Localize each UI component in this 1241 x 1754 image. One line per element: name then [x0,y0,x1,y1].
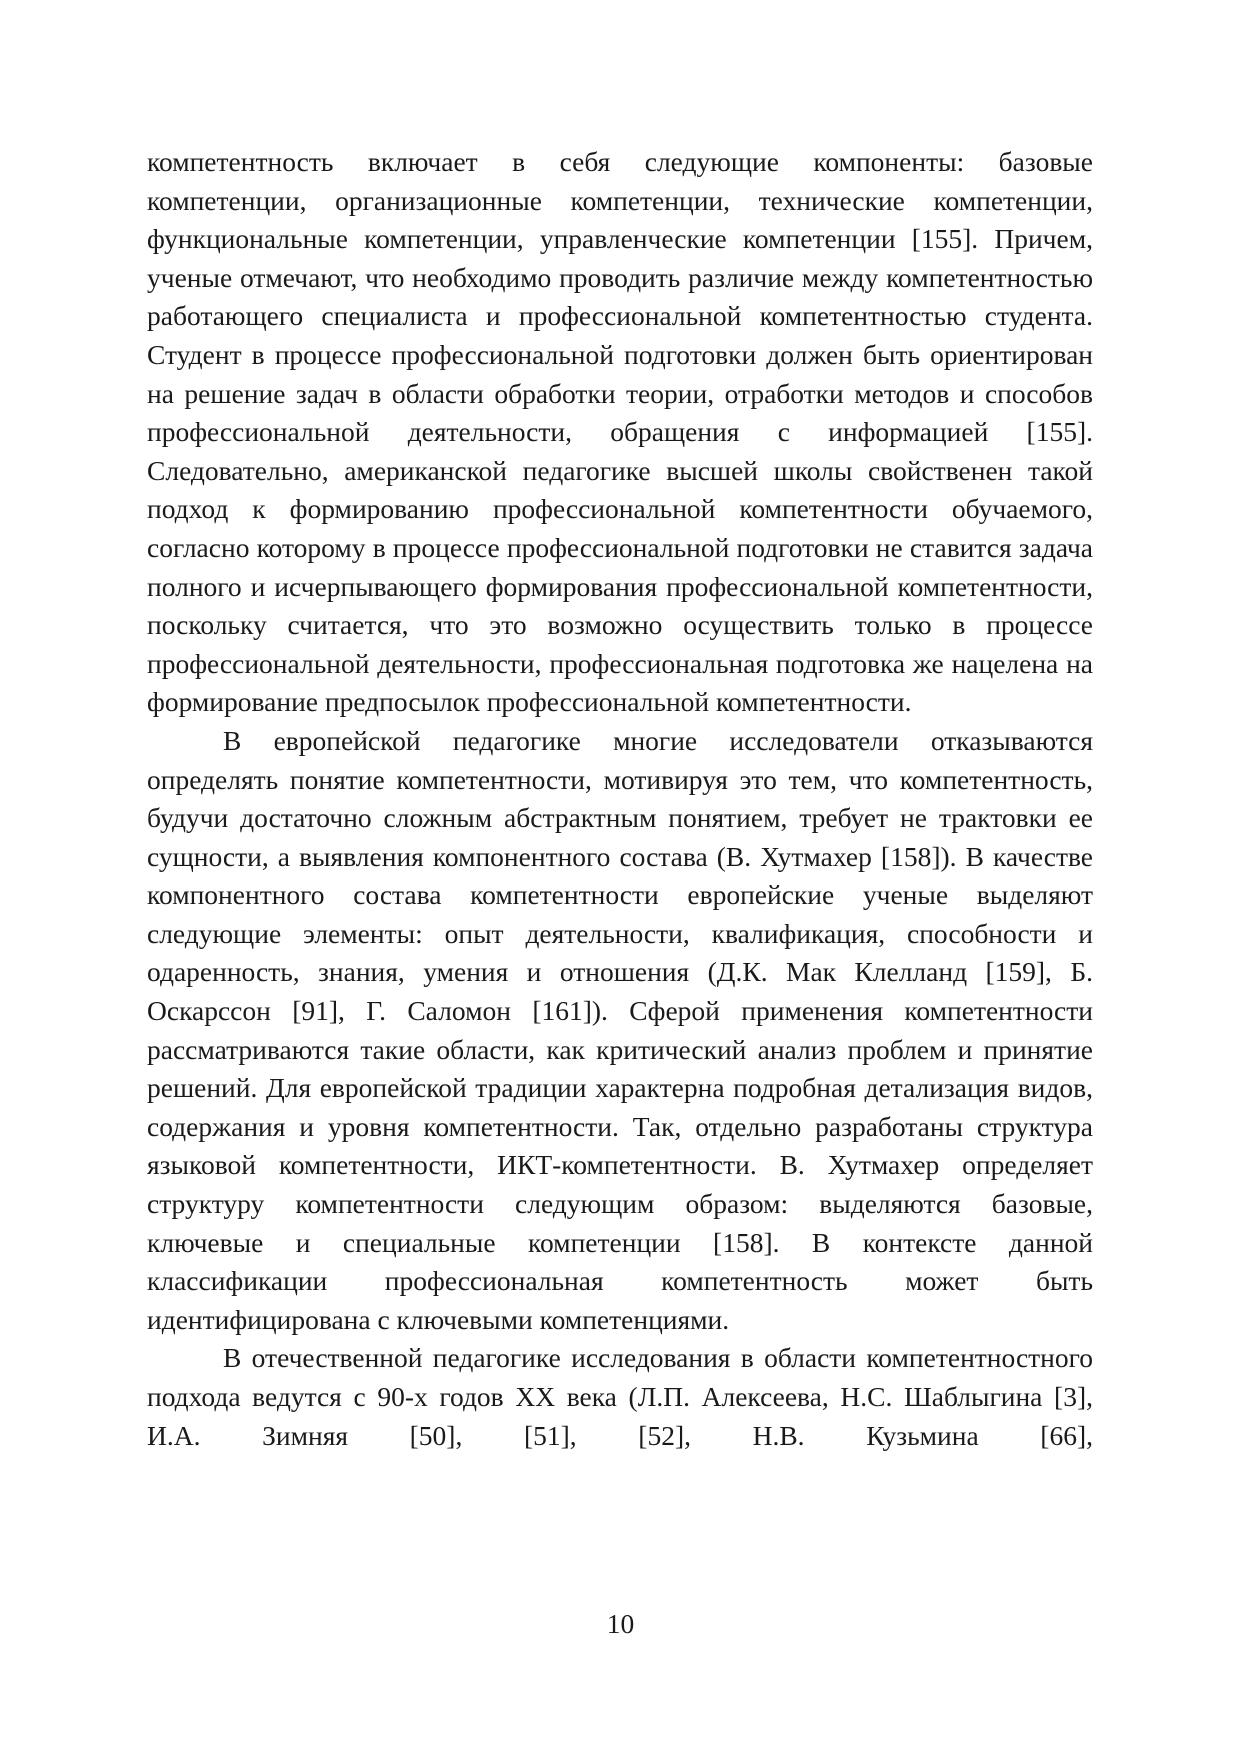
paragraph-1: компетентность включает в себя следующие компоненты: базовые компетенции, организационные компетенции, технические компетенции, функциональные компетенции, управленческие компетенции [155]. Причем, ученые отмечают, что необходимо проводить различие между компетентностью работающего специалиста и профессиональной компетентностью студента. Студент в процессе профессиональной подготовки должен быть ориентирован на решение задач в области обработки теории, отработки методов и способов профессиональной деятельности, обращения с информацией [155]. Следовательно, американской педагогике высшей школы свойственен такой подход к формированию профессиональной компетентности обучаемого, согласно которому в процессе профессиональной подготовки не ставится задача полного и исчерпывающего формирования профессиональной компетентности, поскольку считается, что это возможно осуществить только в процессе профессиональной деятельности, профессиональная подготовка же нацелена на формирование предпосылок профессиональной компетентности. [147,146,1093,718]
paragraph-3: В отечественной педагогике исследования в области компетентностного подхода ведутся с 90-х годов XX века (Л.П. Алексеева, Н.С. Шаблыгина [3], И.А. Зимняя [50], [51], [52], Н.В. Кузьмина [66], [147,1342,1093,1451]
paragraph-2: В европейской педагогике многие исследователи отказываются определять понятие компетентности, мотивируя это тем, что компетентность, будучи достаточно сложным абстрактным понятием, требует не трактовки ее сущности, а выявления компонентного состава (В. Хутмахер [158]). В качестве компонентного состава компетентности европейские ученые выделяют следующие элементы: опыт деятельности, квалификация, способности и одаренность, знания, умения и отношения (Д.К. Мак Клелланд [159], Б. Оскарссон [91], Г. Саломон [161]). Сферой применения компетентности рассматриваются такие области, как критический анализ проблем и принятие решений. Для европейской традиции характерна подробная детализация видов, содержания и уровня компетентности. Так, отдельно разработаны структура языковой компетентности, ИКТ-компетентности. В. Хутмахер определяет структуру компетентности следующим образом: выделяются базовые, ключевые и специальные компетенции [158]. В контексте данной классификации профессиональная компетентность может быть идентифицирована с ключевыми компетенциями. [147,724,1093,1335]
page-number: 10 [606,1608,635,1639]
body-text [147,143,1093,1455]
